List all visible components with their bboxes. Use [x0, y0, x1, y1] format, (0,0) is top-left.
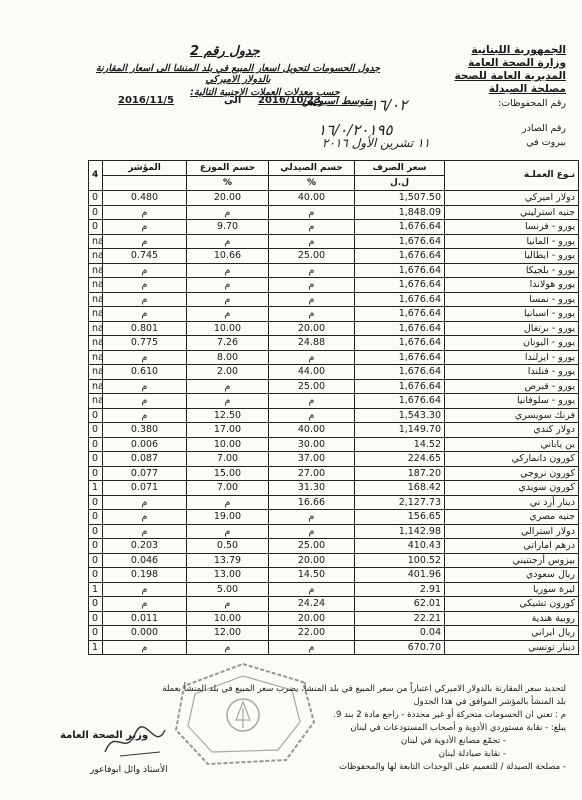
row-distributor-discount: م	[187, 394, 269, 409]
row-indicator: م	[103, 205, 187, 220]
signature-name: الأستاذ وائل ابوفاعور	[90, 765, 168, 775]
archive-number-handwritten: ١٦/٠٢	[370, 96, 408, 114]
date-from: 2016/10/23	[258, 95, 321, 106]
table-row	[89, 321, 579, 336]
row-exchange-rate: 0.04	[355, 626, 445, 641]
row-flag: na	[89, 278, 103, 293]
row-currency-name: دولار كندي	[445, 423, 579, 438]
row-distributor-discount: 2.00	[187, 365, 269, 380]
subtitle-line: جدول الحسومات لتحويل اسعار المبيع في بلد المنشا الى اسعار المقارنة بالدولار الاميركي	[95, 63, 381, 85]
row-flag: 0	[89, 452, 103, 467]
table-row	[89, 263, 579, 278]
col-distributor-unit: %	[187, 176, 269, 191]
row-pharmacist-discount: م	[269, 350, 355, 365]
row-exchange-rate: 410.43	[355, 539, 445, 554]
row-currency-name: ريال سعودي	[445, 568, 579, 583]
note-line: يبلغ: - نقابة مستوردي الأدوية و أصحاب المستودعات في لبنان	[350, 723, 566, 733]
archive-label: رقم المحفوظات:	[498, 98, 566, 109]
row-exchange-rate: 1,676.64	[355, 365, 445, 380]
table-row	[89, 640, 579, 655]
table-row	[89, 394, 579, 409]
row-distributor-discount: 20.00	[187, 191, 269, 206]
row-currency-name: ريال ايراني	[445, 626, 579, 641]
archive-field	[498, 97, 566, 110]
table-row	[89, 481, 579, 496]
row-distributor-discount: 10.00	[187, 437, 269, 452]
row-flag: na	[89, 379, 103, 394]
row-pharmacist-discount: م	[269, 408, 355, 423]
row-exchange-rate: 156.65	[355, 510, 445, 525]
notes-block	[162, 683, 566, 774]
row-indicator: م	[103, 524, 187, 539]
row-pharmacist-discount: 20.00	[269, 611, 355, 626]
row-distributor-discount: م	[187, 495, 269, 510]
row-distributor-discount: 12.00	[187, 626, 269, 641]
row-currency-name: يورو - فنلندا	[445, 365, 579, 380]
table-row	[89, 568, 579, 583]
row-exchange-rate: 100.52	[355, 553, 445, 568]
table-row	[89, 408, 579, 423]
row-indicator: م	[103, 350, 187, 365]
row-pharmacist-discount: 25.00	[269, 379, 355, 394]
table-header-row	[89, 161, 579, 176]
row-flag: 0	[89, 423, 103, 438]
row-exchange-rate: 670.70	[355, 640, 445, 655]
row-flag: 0	[89, 524, 103, 539]
row-pharmacist-discount: 37.00	[269, 452, 355, 467]
row-flag: 0	[89, 510, 103, 525]
row-currency-name: ين ياباني	[445, 437, 579, 452]
row-distributor-discount: 10.66	[187, 249, 269, 264]
row-exchange-rate: 1,676.64	[355, 278, 445, 293]
row-currency-name: يورو - اليونان	[445, 336, 579, 351]
row-currency-name: دولار استرالي	[445, 524, 579, 539]
table-row	[89, 437, 579, 452]
row-indicator: م	[103, 582, 187, 597]
row-exchange-rate: 1,676.64	[355, 379, 445, 394]
note-line: - نقابة صيادلة لبنان	[438, 749, 506, 759]
row-distributor-discount: 10.00	[187, 321, 269, 336]
table-row	[89, 220, 579, 235]
row-distributor-discount: 10.00	[187, 611, 269, 626]
row-currency-name: يورو هولاندا	[445, 278, 579, 293]
row-currency-name: كورون دانماركي	[445, 452, 579, 467]
row-indicator: 0.610	[103, 365, 187, 380]
table-row	[89, 510, 579, 525]
row-indicator: م	[103, 640, 187, 655]
row-distributor-discount: 13.00	[187, 568, 269, 583]
table-row	[89, 292, 579, 307]
row-currency-name: كورون نروجي	[445, 466, 579, 481]
row-indicator: م	[103, 379, 187, 394]
document-subtitle	[88, 63, 388, 85]
row-distributor-discount: م	[187, 307, 269, 322]
row-flag: na	[89, 365, 103, 380]
table-row	[89, 452, 579, 467]
row-distributor-discount: م	[187, 205, 269, 220]
row-flag: 0	[89, 191, 103, 206]
col-pharmacist: حسم الصيدلي	[269, 161, 355, 176]
row-currency-name: يورو - ايرلندا	[445, 350, 579, 365]
row-currency-name: فرنك سويسري	[445, 408, 579, 423]
row-exchange-rate: 1,676.64	[355, 394, 445, 409]
row-distributor-discount: م	[187, 263, 269, 278]
row-flag: 0	[89, 408, 103, 423]
row-indicator: 0.775	[103, 336, 187, 351]
row-indicator: م	[103, 394, 187, 409]
row-exchange-rate: 62.01	[355, 597, 445, 612]
row-currency-name: دينار تونسي	[445, 640, 579, 655]
row-indicator: م	[103, 263, 187, 278]
row-pharmacist-discount: 30.00	[269, 437, 355, 452]
row-currency-name: جنيه مصري	[445, 510, 579, 525]
row-currency-name: دينار أرد ني	[445, 495, 579, 510]
table-row	[89, 365, 579, 380]
row-flag: 0	[89, 568, 103, 583]
row-distributor-discount: 17.00	[187, 423, 269, 438]
row-indicator: 0.077	[103, 466, 187, 481]
row-flag: 0	[89, 539, 103, 554]
row-distributor-discount: م	[187, 278, 269, 293]
row-indicator: 0.380	[103, 423, 187, 438]
col-exchange-unit: ل.ل	[355, 176, 445, 191]
row-exchange-rate: 1,848.09	[355, 205, 445, 220]
row-pharmacist-discount: م	[269, 220, 355, 235]
row-exchange-rate: 1,149.70	[355, 423, 445, 438]
row-indicator: 0.000	[103, 626, 187, 641]
row-pharmacist-discount: 20.00	[269, 321, 355, 336]
row-indicator: م	[103, 278, 187, 293]
row-currency-name: يورو - فرنسا	[445, 220, 579, 235]
row-indicator: 0.480	[103, 191, 187, 206]
row-distributor-discount: 15.00	[187, 466, 269, 481]
row-pharmacist-discount: م	[269, 640, 355, 655]
row-pharmacist-discount: م	[269, 263, 355, 278]
row-pharmacist-discount: 25.00	[269, 249, 355, 264]
row-distributor-discount: 13.79	[187, 553, 269, 568]
row-pharmacist-discount: 22.00	[269, 626, 355, 641]
row-distributor-discount: 5.00	[187, 582, 269, 597]
row-distributor-discount: 0.50	[187, 539, 269, 554]
row-pharmacist-discount: 40.00	[269, 191, 355, 206]
letterhead	[406, 44, 566, 96]
row-exchange-rate: 1,676.64	[355, 307, 445, 322]
row-pharmacist-discount: 24.24	[269, 597, 355, 612]
row-indicator: 0.745	[103, 249, 187, 264]
beirut-label: بيروت في	[526, 137, 566, 148]
note-line: - مصلحة الصيدلة / للتعميم على الوحدات التابعة لها والمحفوظات	[339, 762, 566, 772]
table-row	[89, 350, 579, 365]
col-distributor: حسم الموزع	[187, 161, 269, 176]
row-exchange-rate: 2,127.73	[355, 495, 445, 510]
row-indicator: م	[103, 510, 187, 525]
table-row	[89, 466, 579, 481]
row-flag: na	[89, 292, 103, 307]
row-flag: 1	[89, 640, 103, 655]
row-flag: 0	[89, 626, 103, 641]
row-exchange-rate: 401.96	[355, 568, 445, 583]
row-flag: na	[89, 336, 103, 351]
row-pharmacist-discount: 40.00	[269, 423, 355, 438]
row-currency-name: كورون تشيكي	[445, 597, 579, 612]
rates-caption: حسب معدلات العملات الاجنبية التالية:	[190, 87, 340, 98]
col-pharmacist-unit: %	[269, 176, 355, 191]
row-currency-name: كورون سويدي	[445, 481, 579, 496]
row-indicator: 0.006	[103, 437, 187, 452]
col-indicator-unit	[103, 176, 187, 191]
signature-scribble	[100, 722, 170, 762]
note-line: - تجمّع مصانع الأدوية في لبنان	[401, 736, 506, 746]
row-exchange-rate: 1,676.64	[355, 234, 445, 249]
signature-title: وزير الصحة العامة	[60, 730, 149, 741]
row-distributor-discount: م	[187, 234, 269, 249]
row-currency-name: بيزوس أرجنتيني	[445, 553, 579, 568]
table-row	[89, 307, 579, 322]
date-handwritten: ١١ تشرين الأول ٢٠١٦	[322, 136, 430, 150]
service-label: مصلحة الصيدلة	[488, 83, 566, 95]
row-currency-name: روبية هندية	[445, 611, 579, 626]
row-indicator: 0.198	[103, 568, 187, 583]
row-currency-name: يورو - ايطاليا	[445, 249, 579, 264]
row-exchange-rate: 1,676.64	[355, 220, 445, 235]
row-indicator: 0.011	[103, 611, 187, 626]
row-pharmacist-discount: 20.00	[269, 553, 355, 568]
table-row	[89, 539, 579, 554]
row-exchange-rate: 1,676.64	[355, 336, 445, 351]
row-exchange-rate: 1,676.64	[355, 249, 445, 264]
row-indicator: م	[103, 307, 187, 322]
row-indicator: م	[103, 408, 187, 423]
row-indicator: م	[103, 234, 187, 249]
row-pharmacist-discount: م	[269, 205, 355, 220]
row-exchange-rate: 1,676.64	[355, 321, 445, 336]
row-distributor-discount: م	[187, 524, 269, 539]
col-currency: نـوع العملـة	[445, 161, 579, 191]
row-pharmacist-discount: 25.00	[269, 539, 355, 554]
table-row	[89, 524, 579, 539]
row-currency-name: يورو - اسبانيا	[445, 307, 579, 322]
row-flag: 1	[89, 481, 103, 496]
row-flag: 0	[89, 437, 103, 452]
row-pharmacist-discount: م	[269, 234, 355, 249]
row-pharmacist-discount: م	[269, 278, 355, 293]
issue-fields	[522, 122, 566, 150]
row-distributor-discount: 12.50	[187, 408, 269, 423]
row-currency-name: يورو - بلجيكا	[445, 263, 579, 278]
date-to: 2016/11/5	[118, 95, 175, 106]
row-exchange-rate: 1,142.98	[355, 524, 445, 539]
row-flag: na	[89, 234, 103, 249]
row-flag: na	[89, 394, 103, 409]
note-line: لتحديد سعر المقارنة بالدولار الاميركي اعتباراً من سعر المبيع في بلد المنشأ، يضرب سعر المبيع في بلد المنشأ بعملة	[162, 684, 566, 694]
col-indicator: المؤشر	[103, 161, 187, 176]
row-currency-name: يورو - سلوفانيا	[445, 394, 579, 409]
row-exchange-rate: 187.20	[355, 466, 445, 481]
row-exchange-rate: 14.52	[355, 437, 445, 452]
row-pharmacist-discount: 31.30	[269, 481, 355, 496]
row-exchange-rate: 2.91	[355, 582, 445, 597]
row-currency-name: يورو - نمسا	[445, 292, 579, 307]
row-flag: 0	[89, 611, 103, 626]
row-indicator: 0.087	[103, 452, 187, 467]
row-flag: 0	[89, 205, 103, 220]
row-currency-name: يورو - قبرص	[445, 379, 579, 394]
row-distributor-discount: 7.00	[187, 452, 269, 467]
row-pharmacist-discount: م	[269, 510, 355, 525]
ministry-label: وزارة الصحة العامة	[468, 57, 566, 69]
row-distributor-discount: م	[187, 640, 269, 655]
row-currency-name: جنيه استرليني	[445, 205, 579, 220]
row-flag: 0	[89, 466, 103, 481]
row-pharmacist-discount: 24.88	[269, 336, 355, 351]
row-pharmacist-discount: 14.50	[269, 568, 355, 583]
table-row	[89, 553, 579, 568]
row-exchange-rate: 224.65	[355, 452, 445, 467]
table-row	[89, 205, 579, 220]
row-indicator: م	[103, 597, 187, 612]
row-flag: na	[89, 321, 103, 336]
row-distributor-discount: 8.00	[187, 350, 269, 365]
row-pharmacist-discount: م	[269, 307, 355, 322]
row-flag: 0	[89, 597, 103, 612]
row-currency-name: ليرة سوريا	[445, 582, 579, 597]
table-row	[89, 495, 579, 510]
period-label: متوسط اسبوعين	[302, 96, 373, 107]
row-distributor-discount: م	[187, 379, 269, 394]
date-to-word: الى	[224, 95, 242, 106]
table-row	[89, 336, 579, 351]
table-row	[89, 191, 579, 206]
row-flag: 0	[89, 553, 103, 568]
table-row	[89, 278, 579, 293]
row-flag: na	[89, 249, 103, 264]
row-flag: 0	[89, 220, 103, 235]
table-row	[89, 626, 579, 641]
row-distributor-discount: 7.00	[187, 481, 269, 496]
row-pharmacist-discount: م	[269, 524, 355, 539]
row-currency-name: دولار اميركي	[445, 191, 579, 206]
row-flag: 0	[89, 495, 103, 510]
row-distributor-discount: 7.26	[187, 336, 269, 351]
republic-label: الجمهورية اللبنانية	[471, 44, 566, 56]
row-exchange-rate: 168.42	[355, 481, 445, 496]
row-pharmacist-discount: 27.00	[269, 466, 355, 481]
row-distributor-discount: 9.70	[187, 220, 269, 235]
col-flag: 4	[89, 161, 103, 191]
issue-label: رقم الصادر	[522, 123, 566, 134]
table-row	[89, 611, 579, 626]
note-line: م : تعني ان الحسومات متحركة أو غير محددة - راجع مادة 2 بند 9.	[333, 710, 566, 720]
row-currency-name: يورو - برتغال	[445, 321, 579, 336]
row-exchange-rate: 1,676.64	[355, 292, 445, 307]
row-indicator: 0.203	[103, 539, 187, 554]
row-currency-name: يورو - المانيا	[445, 234, 579, 249]
row-flag: na	[89, 350, 103, 365]
row-indicator: 0.071	[103, 481, 187, 496]
row-flag: na	[89, 263, 103, 278]
table-row	[89, 423, 579, 438]
document-title: جدول رقم 2	[190, 44, 260, 59]
row-indicator: م	[103, 220, 187, 235]
row-distributor-discount: م	[187, 292, 269, 307]
row-currency-name: درهم اماراتي	[445, 539, 579, 554]
row-indicator: 0.046	[103, 553, 187, 568]
table-row	[89, 234, 579, 249]
table-row	[89, 597, 579, 612]
directorate-label: المديرية العامة للصحة	[454, 70, 566, 82]
issue-number-handwritten: ١٦/٠/٢٠١٩٥	[318, 121, 393, 139]
note-line: بلد المنشأ بالمؤشر الموافق في هذا الجدول	[413, 697, 566, 707]
row-indicator: 0.801	[103, 321, 187, 336]
row-flag: na	[89, 307, 103, 322]
row-pharmacist-discount: 44.00	[269, 365, 355, 380]
row-distributor-discount: م	[187, 597, 269, 612]
exchange-rate-table	[88, 160, 579, 655]
row-exchange-rate: 1,543.30	[355, 408, 445, 423]
row-pharmacist-discount: م	[269, 582, 355, 597]
row-exchange-rate: 1,507.50	[355, 191, 445, 206]
row-exchange-rate: 1,676.64	[355, 350, 445, 365]
row-indicator: م	[103, 495, 187, 510]
row-exchange-rate: 22.21	[355, 611, 445, 626]
row-flag: 1	[89, 582, 103, 597]
table-row	[89, 582, 579, 597]
row-pharmacist-discount: م	[269, 394, 355, 409]
table-row	[89, 379, 579, 394]
table-row	[89, 249, 579, 264]
col-exchange: سعر الصرف	[355, 161, 445, 176]
row-distributor-discount: 19.00	[187, 510, 269, 525]
row-indicator: م	[103, 292, 187, 307]
row-exchange-rate: 1,676.64	[355, 263, 445, 278]
row-pharmacist-discount: 16.66	[269, 495, 355, 510]
row-pharmacist-discount: م	[269, 292, 355, 307]
